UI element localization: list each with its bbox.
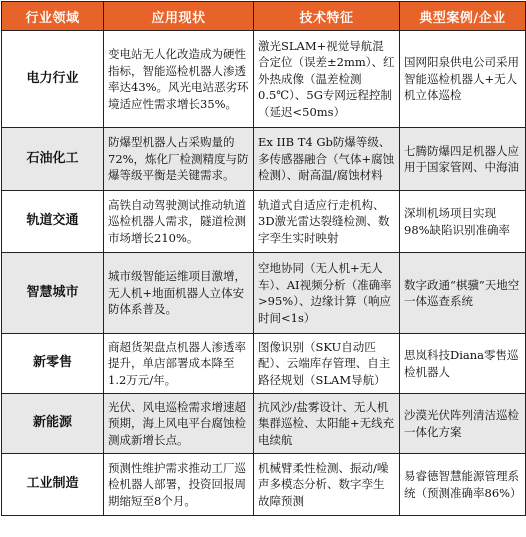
status-cell: 变电站无人化改造成为硬性指标，智能巡检机器人渗透率达43%。风光电站恶劣环境适应性需求增长35%。 bbox=[104, 31, 254, 128]
case-cell: 思岚科技Diana零售巡检机器人 bbox=[400, 334, 526, 394]
case-cell: 七腾防爆四足机器人应用于国家管网、中海油 bbox=[400, 128, 526, 191]
tech-cell: Ex IIB T4 Gb防爆等级、多传感器融合（气体+腐蚀检测）、耐高温/腐蚀材料 bbox=[254, 128, 400, 191]
case-cell: 易睿德智慧能源管理系统（预测准确率86%） bbox=[400, 454, 526, 516]
sector-cell: 新零售 bbox=[2, 334, 104, 394]
table-row bbox=[2, 454, 526, 516]
table-row bbox=[2, 394, 526, 454]
status-cell: 防爆型机器人占采购量的72%，炼化厂检测精度与防爆等级平衡是关键需求。 bbox=[104, 128, 254, 191]
case-cell: 沙漠光伏阵列清洁巡检一体化方案 bbox=[400, 394, 526, 454]
sector-cell: 石油化工 bbox=[2, 128, 104, 191]
tech-cell: 空地协同（无人机+无人车）、AI视频分析（准确率>95%）、边缘计算（响应时间<1s） bbox=[254, 253, 400, 334]
sector-cell: 电力行业 bbox=[2, 31, 104, 128]
header-status: 应用现状 bbox=[104, 2, 254, 31]
header-tech: 技术特征 bbox=[254, 2, 400, 31]
status-cell: 商超货架盘点机器人渗透率提升，单店部署成本降至1.2万元/年。 bbox=[104, 334, 254, 394]
tech-cell: 机械臂柔性检测、振动/噪声多模态分析、数字孪生故障预测 bbox=[254, 454, 400, 516]
table-row bbox=[2, 334, 526, 394]
table-row bbox=[2, 253, 526, 334]
industry-application-table bbox=[1, 1, 526, 516]
table-row bbox=[2, 191, 526, 253]
table-row bbox=[2, 31, 526, 128]
table-header-row bbox=[2, 2, 526, 31]
case-cell: 国网阳泉供电公司采用智能巡检机器人+无人机立体巡检 bbox=[400, 31, 526, 128]
status-cell: 光伏、风电巡检需求增速超预期，海上风电平台腐蚀检测成新增长点。 bbox=[104, 394, 254, 454]
header-case: 典型案例/企业 bbox=[400, 2, 526, 31]
tech-cell: 轨道式自适应行走机构、3D激光雷达裂缝检测、数字孪生实时映射 bbox=[254, 191, 400, 253]
sector-cell: 工业制造 bbox=[2, 454, 104, 516]
tech-cell: 图像识别（SKU自动匹配）、云端库存管理、自主路径规划（SLAM导航） bbox=[254, 334, 400, 394]
case-cell: 深圳机场项目实现98%缺陷识别准确率 bbox=[400, 191, 526, 253]
case-cell: 数字政通“棋骥”天地空一体巡查系统 bbox=[400, 253, 526, 334]
tech-cell: 抗风沙/盐雾设计、无人机集群巡检、太阳能+无线充电续航 bbox=[254, 394, 400, 454]
sector-cell: 新能源 bbox=[2, 394, 104, 454]
header-sector: 行业领域 bbox=[2, 2, 104, 31]
sector-cell: 智慧城市 bbox=[2, 253, 104, 334]
status-cell: 城市级智能运维项目激增，无人机+地面机器人立体安防体系普及。 bbox=[104, 253, 254, 334]
table-row bbox=[2, 128, 526, 191]
status-cell: 高铁自动驾驶测试推动轨道巡检机器人需求，隧道检测市场增长210%。 bbox=[104, 191, 254, 253]
tech-cell: 激光SLAM+视觉导航混合定位（误差±2mm）、红外热成像（温差检测0.5℃）、5G专网远程控制（延迟<50ms） bbox=[254, 31, 400, 128]
sector-cell: 轨道交通 bbox=[2, 191, 104, 253]
status-cell: 预测性维护需求推动工厂巡检机器人部署，投资回报周期缩短至8个月。 bbox=[104, 454, 254, 516]
